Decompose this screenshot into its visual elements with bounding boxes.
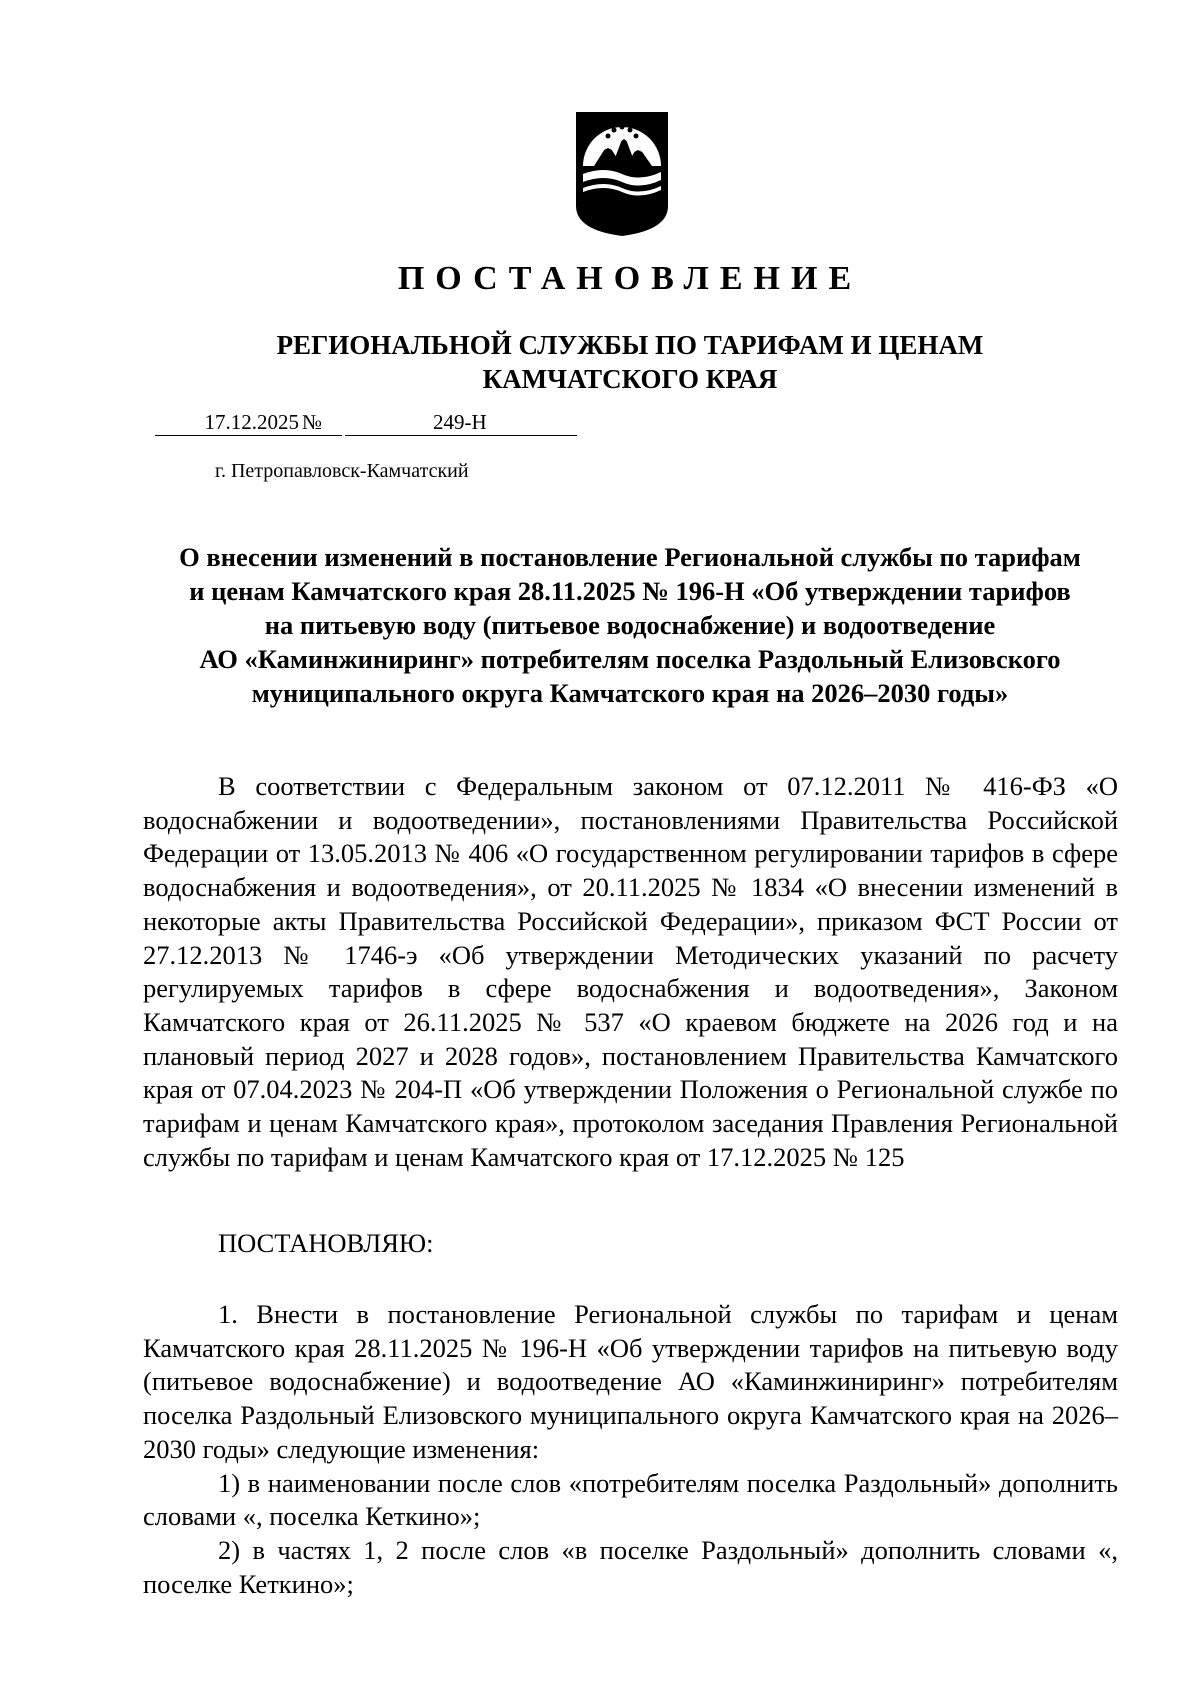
document-number: 249-Н <box>345 410 577 436</box>
city-name: г. Петропавловск-Камчатский <box>215 460 469 482</box>
issuing-organization <box>0 328 1200 396</box>
document-subject <box>140 540 1120 710</box>
kamchatka-coat-of-arms-icon <box>574 110 670 238</box>
preamble-section <box>143 770 1118 1174</box>
organization-line-2: КАМЧАТСКОГО КРАЯ <box>482 364 778 394</box>
item-1-paragraph: 1. Внести в постановление Региональной службы по тарифам и ценам Камчатского края 28.11.2025 № 196-Н «Об утверждении тарифов на питьевую воду (питьевое водоснабжение) и водоотведение АО «Каминжиниринг» потребителям поселка Раздольный Елизовского муниципального округа Камчатского края на 2026–2030 годы» следующие изменения: <box>143 1299 1118 1464</box>
items-section <box>143 1298 1118 1601</box>
subject-line-2: и ценам Камчатского края 28.11.2025 № 196-Н «Об утверждении тарифов <box>189 576 1071 606</box>
subject-line-5: муниципального округа Камчатского края на 2026–2030 годы» <box>251 678 1009 708</box>
item-1-2-paragraph: 2) в частях 1, 2 после слов «в поселке Раздольный» дополнить словами «, поселке Кеткино»; <box>143 1534 1118 1599</box>
subject-line-4: АО «Каминжиниринг» потребителям поселка Раздольный Елизовского <box>199 644 1061 674</box>
decree-word: ПОСТАНОВЛЯЮ: <box>218 1228 434 1258</box>
organization-line-1: РЕГИОНАЛЬНОЙ СЛУЖБЫ ПО ТАРИФАМ И ЦЕНАМ <box>276 330 984 360</box>
subject-line-1: О внесении изменений в постановление Региональной службы по тарифам <box>179 542 1081 572</box>
subject-line-3: на питьевую воду (питьевое водоснабжение) и водоотведение <box>264 610 996 640</box>
item-1-1-paragraph: 1) в наименовании после слов «потребителям поселка Раздольный» дополнить словами «, поселка Кеткино»; <box>143 1467 1118 1532</box>
number-sign: № <box>302 410 342 436</box>
preamble-paragraph: В соответствии с Федеральным законом от 07.12.2011 № 416-ФЗ «О водоснабжении и водоотведении», постановлениями Правительства Российской Федерации от 13.05.2013 № 406 «О государственном регулировании тарифов в сфере водоснабжения и водоотведения», от 20.11.2025 № 1834 «О внесении изменений в некоторые акты Правительства Российской Федерации», приказом ФСТ России от 27.12.2013 № 1746-э «Об утверждении Методических указаний по расчету регулируемых тарифов в сфере водоснабжения и водоотведения», Законом Камчатского края от 26.11.2025 № 537 «О краевом бюджете на 2026 год и на плановый период 2027 и 2028 годов», постановлением Правительства Камчатского края от 07.04.2023 № 204-П «Об утверждении Положения о Региональной службе по тарифам и ценам Камчатского края», протоколом заседания Правления Региональной службы по тарифам и ценам Камчатского края от 17.12.2025 № 125 <box>143 771 1118 1172</box>
document-date: 17.12.2025 <box>155 410 302 436</box>
document-title: ПОСТАНОВЛЕНИЕ <box>397 260 863 297</box>
